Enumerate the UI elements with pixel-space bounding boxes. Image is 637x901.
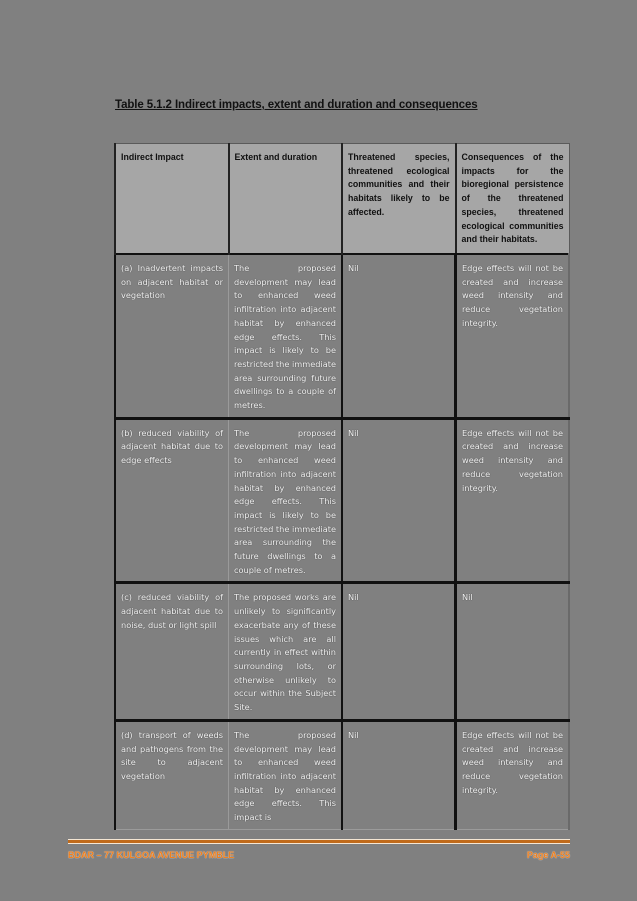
cell-species: Nil	[342, 254, 456, 418]
cell-extent: The proposed development may lead to enhanced weed infiltration into adjacent habitat by enhanced edge effects. This impact is likely to be restricted the immediate area surrounding future dwellings to a couple of metres.	[229, 254, 343, 418]
cell-species: Nil	[342, 720, 456, 829]
cell-impact: (d) transport of weeds and pathogens from the site to adjacent vegetation	[115, 720, 229, 829]
header-threatened-species: Threatened species, threatened ecological communities and their habitats likely to be affected.	[342, 144, 456, 255]
cell-extent: The proposed works are unlikely to significantly exacerbate any of these issues which are all currently in effect within surrounding lots, or otherwise unlikely to occur within the Subject Site.	[229, 583, 343, 720]
footer-divider	[68, 839, 570, 844]
header-consequences: Consequences of the impacts for the bioregional persistence of the threatened species, threatened ecological communities and their habitats.	[456, 144, 570, 255]
table-row	[115, 418, 569, 583]
cell-impact: (a) Inadvertent impacts on adjacent habitat or vegetation	[115, 254, 229, 418]
impacts-table	[114, 143, 570, 830]
cell-impact: (c) reduced viability of adjacent habitat due to noise, dust or light spill	[115, 583, 229, 720]
cell-consequences: Nil	[456, 583, 570, 720]
table-title: Table 5.1.2 Indirect impacts, extent and duration and consequences	[115, 99, 478, 111]
header-extent-duration: Extent and duration	[229, 144, 343, 255]
footer-document-name: BDAR – 77 KULGOA AVENUE PYMBLE	[68, 850, 235, 860]
table-row	[115, 583, 569, 720]
table-row	[115, 254, 569, 418]
cell-extent: The proposed development may lead to enhanced weed infiltration into adjacent habitat by enhanced edge effects. This impact is	[229, 720, 343, 829]
table-row	[115, 720, 569, 829]
footer-page-number: Page A-55	[526, 850, 570, 860]
cell-consequences: Edge effects will not be created and increase weed intensity and reduce vegetation integrity.	[456, 720, 570, 829]
table-header-row	[115, 144, 569, 255]
cell-species: Nil	[342, 418, 456, 583]
cell-consequences: Edge effects will not be created and increase weed intensity and reduce vegetation integrity.	[456, 418, 570, 583]
cell-species: Nil	[342, 583, 456, 720]
cell-consequences: Edge effects will not be created and increase weed intensity and reduce vegetation integrity.	[456, 254, 570, 418]
cell-extent: The proposed development may lead to enhanced weed infiltration into adjacent habitat by enhanced edge effects. This impact is likely to be restricted the immediate area surrounding the future dwellings to a couple of metres.	[229, 418, 343, 583]
header-indirect-impact: Indirect Impact	[115, 144, 229, 255]
cell-impact: (b) reduced viability of adjacent habitat due to edge effects	[115, 418, 229, 583]
